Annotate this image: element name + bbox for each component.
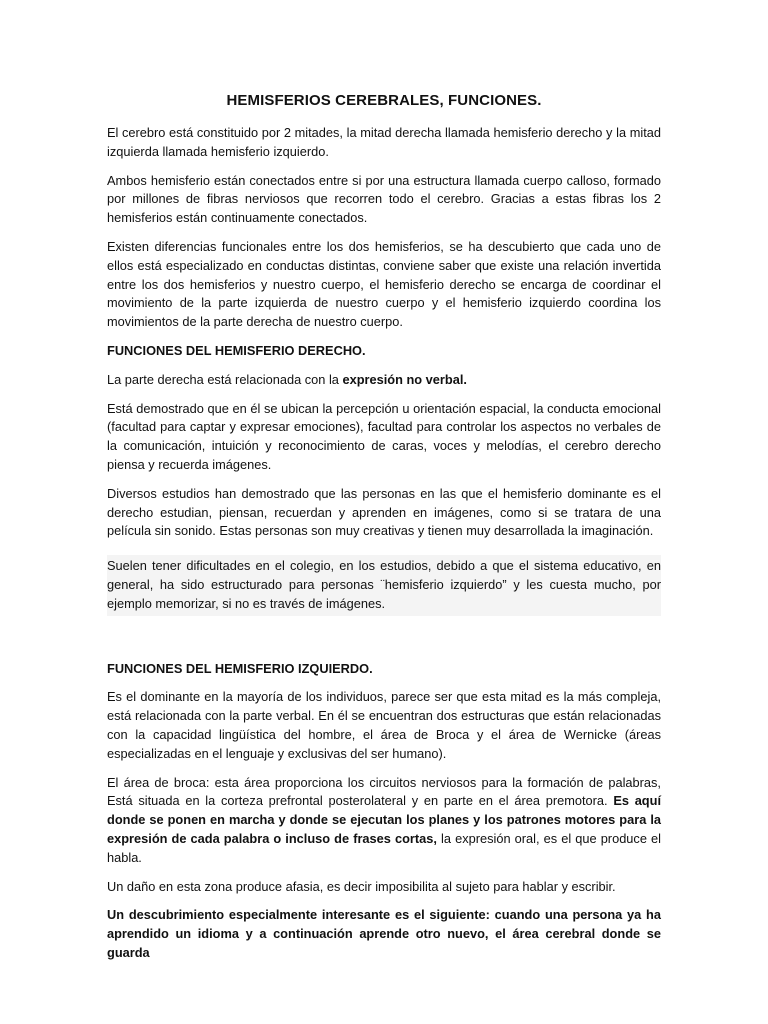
bold-span: Es aquí donde se ponen en marcha y donde se ejecutan los planes y los patrones motores para la expresión de cada palabra o incluso de frases cortas, xyxy=(107,793,661,846)
heading-right-hemisphere: FUNCIONES DEL HEMISFERIO DERECHO. xyxy=(107,342,366,358)
paragraph-right-studies: Diversos estudios han demostrado que las personas en las que el hemisferio dominante es el derecho estudian, piensan, recuerdan y aprenden en imágenes, como si se tratara de una película sin sonido. Estas personas son muy creativas y tienen muy desarrollada la imaginación. xyxy=(107,485,661,539)
text-span: La parte derecha está relacionada con la xyxy=(107,371,343,387)
spacer xyxy=(107,626,661,660)
paragraph-corpus-callosum: Ambos hemisferio están conectados entre si por una estructura llamada cuerpo calloso, formado por millones de fibras nerviosos que recorren todo el cerebro. Gracias a estas fibras los 2 hemisferios están continuamente conectados. xyxy=(107,172,661,226)
paragraph-functional-differences: Existen diferencias funcionales entre los dos hemisferios, se ha descubierto que cada uno de ellos está especializado en conductas distintas, conviene saber que existe una relación invertida entre los dos hemisferios y nuestro cuerpo, el hemisferio derecho se encarga de coordinar el movimiento de la parte izquierda de nuestro cuerpo y el hemisferio izquierdo coordina los movimientos de la parte derecha de nuestro cuerpo. xyxy=(107,238,661,330)
paragraph-broca xyxy=(107,774,661,868)
paragraph-right-school: Suelen tener dificultades en el colegio, en los estudios, debido a que el sistema educativo, en general, ha sido estructurado para personas ¨hemisferio izquierdo” y les cuesta mucho, por ejemplo memorizar, si no es través de imágenes. xyxy=(107,555,661,615)
paragraph-discovery xyxy=(107,906,661,962)
paragraph-right-perception: Está demostrado que en él se ubican la percepción u orientación espacial, la conducta emocional (facultad para captar y expresar emociones), facultad para controlar los aspectos no verbales de la comunicación, intuición y reconocimiento de caras, voces y melodías, el cerebro derecho piensa y recuerda imágenes. xyxy=(107,400,661,472)
document-title: HEMISFERIOS CEREBRALES, FUNCIONES. xyxy=(226,92,542,109)
text-span: la expresión oral, es el que produce el habla. xyxy=(107,830,661,865)
paragraph-right-nonverbal xyxy=(107,371,661,390)
bold-span: expresión no verbal. xyxy=(342,371,467,387)
document-page xyxy=(107,92,661,973)
heading-left-hemisphere: FUNCIONES DEL HEMISFERIO IZQUIERDO. xyxy=(107,660,373,676)
text-span: El área de broca: esta área proporciona los circuitos nerviosos para la formación de palabras, Está situada en la corteza prefrontal posterolateral y en parte en el área premotora. xyxy=(107,774,661,809)
paragraph-intro: El cerebro está constituido por 2 mitades, la mitad derecha llamada hemisferio derecho y la mitad izquierda llamada hemisferio izquierdo. xyxy=(107,125,661,159)
bold-span: Un descubrimiento especialmente interesante es el siguiente: cuando una persona ya ha aprendido un idioma y a continuación aprende otro nuevo, el área cerebral donde se guarda xyxy=(107,907,661,960)
paragraph-aphasia: Un daño en esta zona produce afasia, es decir imposibilita al sujeto para hablar y escribir. xyxy=(107,878,616,894)
paragraph-left-dominant: Es el dominante en la mayoría de los individuos, parece ser que esta mitad es la más compleja, está relacionada con la parte verbal. En él se encuentran dos estructuras que están relacionadas con la capacidad lingüística del hombre, el área de Broca y el área de Wernicke (áreas especializadas en el lenguaje y exclusivas del ser humano). xyxy=(107,689,661,761)
